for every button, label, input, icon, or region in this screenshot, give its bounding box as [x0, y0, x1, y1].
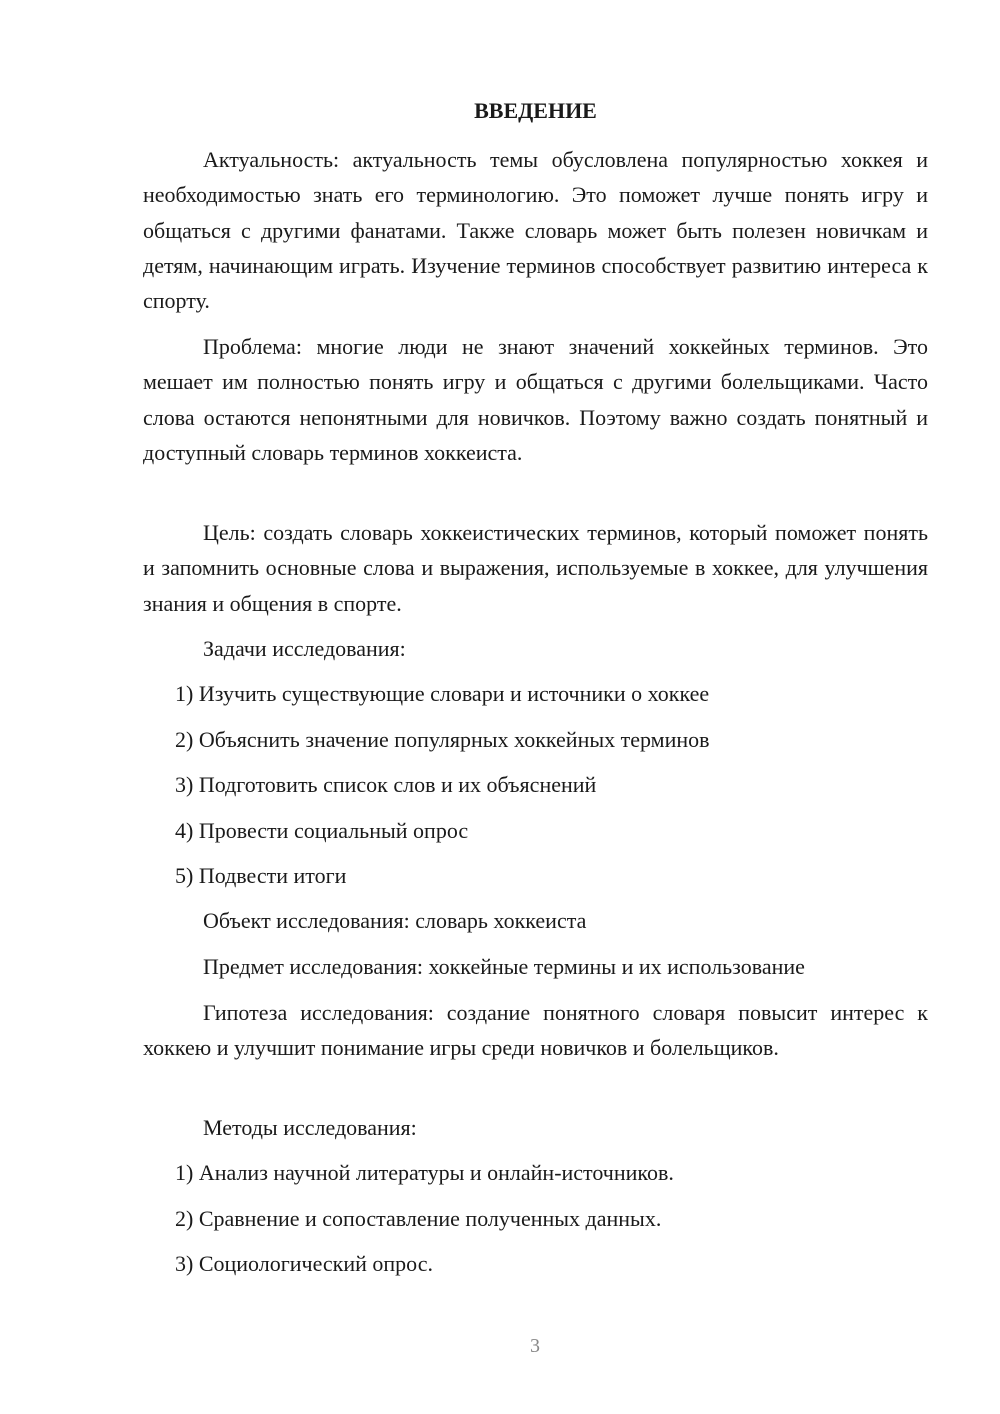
method-item: 2) Сравнение и сопоставление полученных данных.	[175, 1206, 662, 1231]
relevance-paragraph: Актуальность: актуальность темы обусловлена популярностью хоккея и необходимостью знать его терминологию. Это поможет лучше понять игру и общаться с другими фанатами. Также словарь может быть полезен новичкам и детям, начинающим играть. Изучение терминов способствует развитию интереса к спорту.	[143, 147, 928, 314]
page-title: ВВЕДЕНИЕ	[474, 98, 597, 123]
task-item: 4) Провести социальный опрос	[175, 818, 469, 843]
page-number: 3	[530, 1335, 540, 1357]
hypothesis-paragraph: Гипотеза исследования: создание понятного словаря повысит интерес к хоккею и улучшит понимание игры среди новичков и болельщиков.	[143, 1000, 928, 1061]
object-line: Объект исследования: словарь хоккеиста	[203, 908, 587, 933]
method-item: 3) Социологический опрос.	[175, 1251, 433, 1276]
method-item: 1) Анализ научной литературы и онлайн-источников.	[175, 1160, 674, 1185]
task-item: 1) Изучить существующие словари и источники о хоккее	[175, 681, 710, 706]
problem-paragraph: Проблема: многие люди не знают значений хоккейных терминов. Это мешает им полностью понять игру и общаться с другими болельщиками. Часто слова остаются непонятными для новичков. Поэтому важно создать понятный и доступный словарь терминов хоккеиста.	[143, 334, 928, 465]
subject-line: Предмет исследования: хоккейные термины и их использование	[203, 954, 805, 979]
goal-paragraph: Цель: создать словарь хоккеистических терминов, который поможет понять и запомнить основные слова и выражения, используемые в хоккее, для улучшения знания и общения в спорте.	[143, 520, 928, 616]
task-item: 3) Подготовить список слов и их объяснений	[175, 772, 597, 797]
methods-heading: Методы исследования:	[203, 1115, 417, 1140]
tasks-heading: Задачи исследования:	[203, 636, 406, 661]
task-item: 2) Объяснить значение популярных хоккейных терминов	[175, 727, 710, 752]
task-item: 5) Подвести итоги	[175, 863, 347, 888]
